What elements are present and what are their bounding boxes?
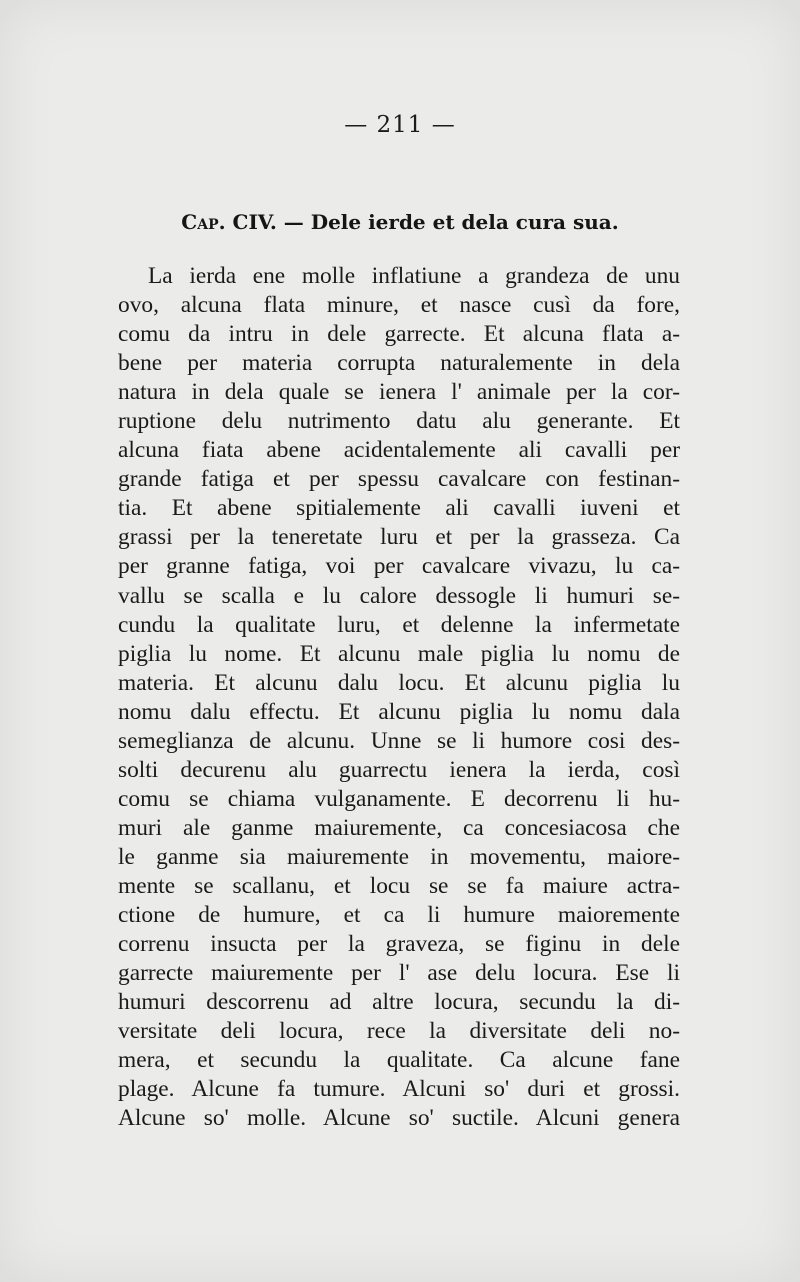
text-line: tia. Et abene spitialemente ali cavalli iuveni et [118,495,680,522]
text-line: Alcune so' molle. Alcune so' suctile. Alcuni genera [118,1105,680,1132]
chapter-heading [0,210,800,234]
text-line: mente se scallanu, et locu se se fa maiure actra- [118,872,680,899]
text-line: vallu se scalla e lu calore dessogle li humuri se- [118,582,680,609]
text-line: mera, et secundu la qualitate. Ca alcune fane [118,1047,680,1074]
text-line: ctione de humure, et ca li humure maioremente [118,902,680,929]
page-number: — 211 — [344,112,456,138]
text-line: semeglianza de alcunu. Unne se li humore cosi des- [118,727,680,754]
chapter-title: Dele ierde et dela cura sua. [310,210,619,234]
text-line: solti decurenu alu guarrectu ienera la ierda, così [118,756,680,783]
text-line: garrecte maiuremente per l' ase delu locura. Ese li [118,960,680,987]
text-line: bene per materia corrupta naturalemente in dela [118,350,680,377]
text-line: La ierda ene molle inflatiune a grandeza de unu [148,263,680,289]
body-text [118,262,680,1133]
text-line: grassi per la teneretate luru et per la grasseza. Ca [118,524,680,551]
text-line: correnu insucta per la graveza, se figinu in dele [118,931,680,958]
text-line: muri ale ganme maiuremente, ca concesiacosa che [118,814,680,841]
chapter-dash: — [283,210,304,234]
text-line: per granne fatiga, voi per cavalcare vivazu, lu ca- [118,553,680,580]
text-line: cundu la qualitate luru, et delenne la infermetate [118,611,680,638]
text-line: grande fatiga et per spessu cavalcare con festinan- [118,466,680,493]
text-line: comu da intru in dele garrecte. Et alcuna flata a- [118,321,680,348]
text-line: natura in dela quale se ienera l' animale per la cor- [118,379,680,406]
text-line: materia. Et alcunu dalu locu. Et alcunu piglia lu [118,669,680,696]
text-line: piglia lu nome. Et alcunu male piglia lu nomu de [118,640,680,667]
text-line: humuri descorrenu ad altre locura, secundu la di- [118,989,680,1016]
text-line: nomu dalu effectu. Et alcunu piglia lu nomu dala [118,698,680,725]
text-line: ovo, alcuna flata minure, et nasce cusì da fore, [118,292,680,319]
text-line: le ganme sia maiuremente in movementu, maiore- [118,843,680,870]
text-line: ruptione delu nutrimento datu alu generante. Et [118,408,680,435]
text-line: versitate deli locura, rece la diversitate deli no- [118,1018,680,1045]
text-line: comu se chiama vulganamente. E decorrenu li hu- [118,785,680,812]
chapter-label: Cap. CIV. [181,210,277,234]
text-line: alcuna fiata abene acidentalemente ali cavalli per [118,437,680,464]
text-line: plage. Alcune fa tumure. Alcuni so' duri et grossi. [118,1076,680,1103]
